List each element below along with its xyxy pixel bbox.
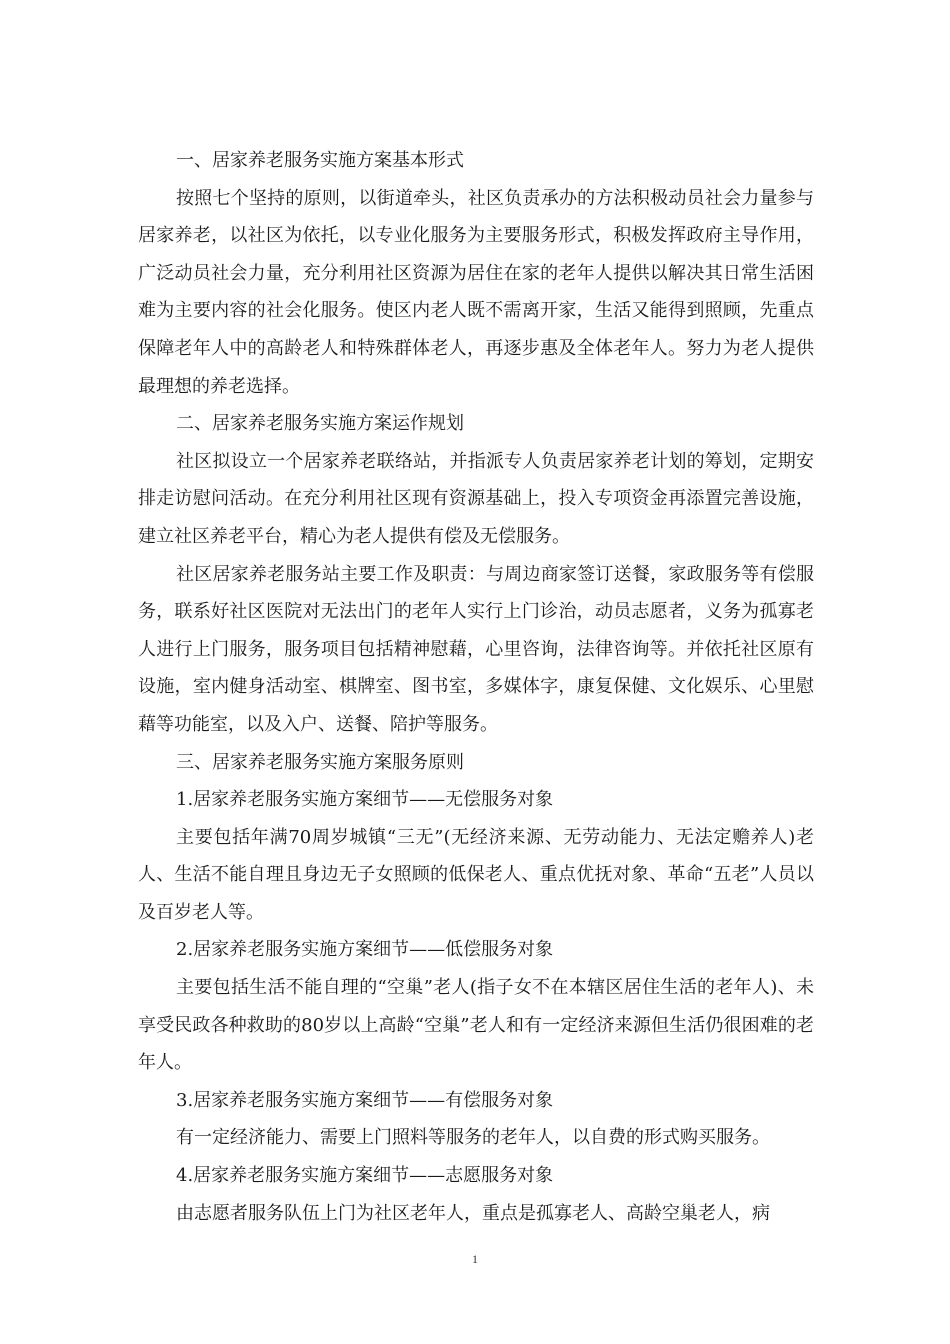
subsection-heading-3: 3.居家养老服务实施方案细节——有偿服务对象 bbox=[176, 1089, 554, 1111]
section-heading-1: 一、居家养老服务实施方案基本形式 bbox=[176, 150, 464, 171]
subsection-heading-2: 2.居家养老服务实施方案细节——低偿服务对象 bbox=[176, 939, 554, 961]
page-number: 1 bbox=[472, 1252, 478, 1266]
subsection-heading-4: 4.居家养老服务实施方案细节——志愿服务对象 bbox=[176, 1165, 554, 1187]
body-paragraph: 由志愿者服务队伍上门为社区老年人，重点是孤寡老人、高龄空巢老人，病 bbox=[176, 1202, 770, 1224]
section-heading-2: 二、居家养老服务实施方案运作规划 bbox=[176, 413, 464, 435]
body-paragraph: 主要包括生活不能自理的“空巢”老人(指子女不在本辖区居住生活的老年人)、未享受民政各种救助的80岁以上高龄“空巢”老人和有一定经济来源但生活仍很困难的老年人。 bbox=[138, 977, 814, 1074]
section-heading-3: 三、居家养老服务实施方案服务原则 bbox=[176, 751, 464, 773]
body-paragraph: 按照七个坚持的原则，以街道牵头，社区负责承办的方法积极动员社会力量参与居家养老，以社区为依托，以专业化服务为主要服务形式，积极发挥政府主导作用，广泛动员社会力量，充分利用社区资源为居住在家的老年人提供以解决其日常生活困难为主要内容的社会化服务。使区内老人既不需离开家，生活又能得到照顾，先重点保障老年人中的高龄老人和特殊群体老人，再逐步惠及全体老年人。努力为老人提供最理想的养老选择。 bbox=[138, 187, 814, 397]
body-paragraph: 有一定经济能力、需要上门照料等服务的老年人，以自费的形式购买服务。 bbox=[176, 1127, 770, 1149]
body-paragraph: 主要包括年满70周岁城镇“三无”(无经济来源、无劳动能力、无法定赡养人)老人、生活不能自理且身边无子女照顾的低保老人、重点优抚对象、革命“五老”人员以及百岁老人等。 bbox=[138, 826, 814, 923]
body-paragraph: 社区居家养老服务站主要工作及职责：与周边商家签订送餐，家政服务等有偿服务，联系好社区医院对无法出门的老年人实行上门诊治，动员志愿者，义务为孤寡老人进行上门服务，服务项目包括精神慰藉，心里咨询，法律咨询等。并依托社区原有设施，室内健身活动室、棋牌室、图书室，多媒体字，康复保健、文化娱乐、心里慰藉等功能室，以及入户、送餐、陪护等服务。 bbox=[138, 563, 814, 735]
body-paragraph: 社区拟设立一个居家养老联络站，并指派专人负责居家养老计划的筹划，定期安排走访慰问活动。在充分利用社区现有资源基础上，投入专项资金再添置完善设施，建立社区养老平台，精心为老人提供有偿及无偿服务。 bbox=[138, 450, 814, 547]
document-body bbox=[138, 142, 814, 1232]
subsection-heading-1: 1.居家养老服务实施方案细节——无偿服务对象 bbox=[176, 789, 554, 811]
